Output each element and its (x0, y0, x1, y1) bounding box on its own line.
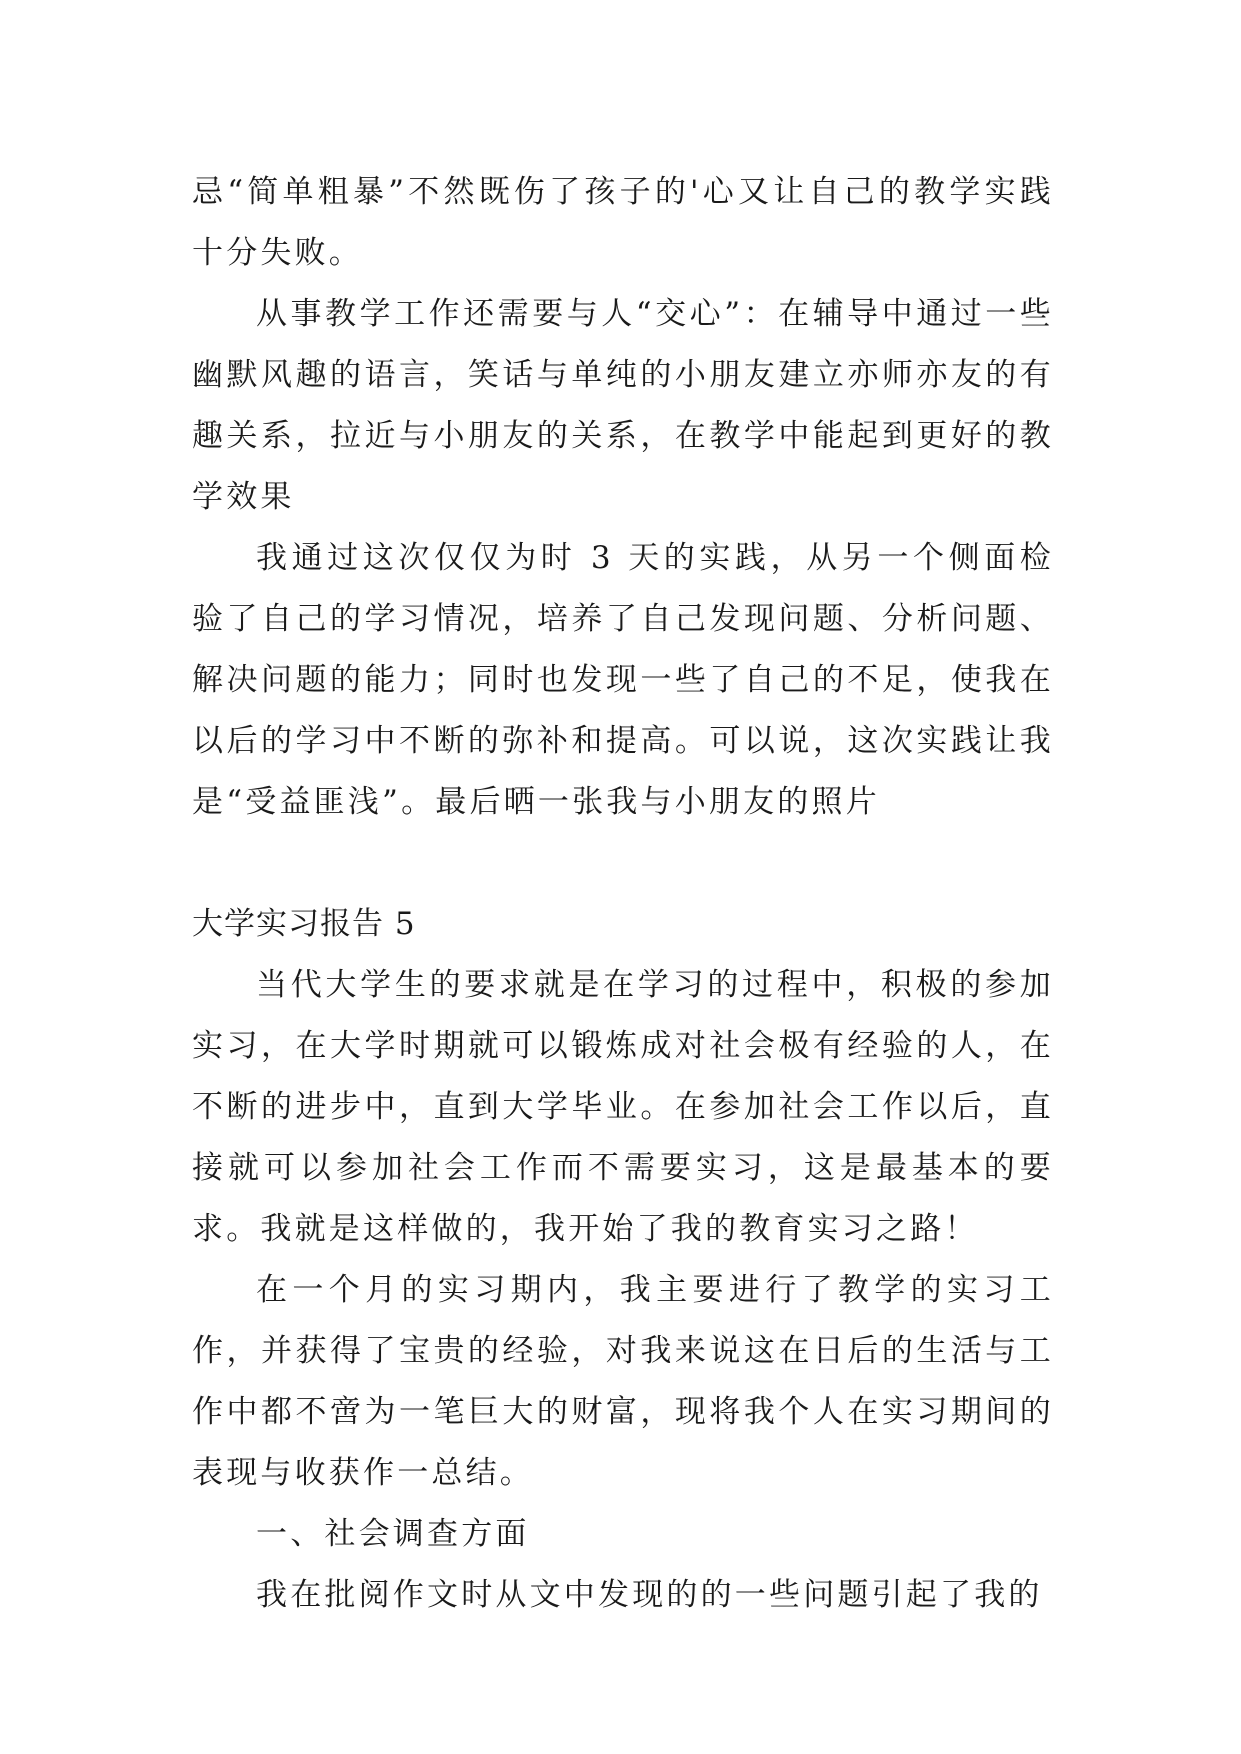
paragraph: 从事教学工作还需要与人“交心”：在辅导中通过一些幽默风趣的语言，笑话与单纯的小朋友建立亦师亦友的有趣关系，拉近与小朋友的关系，在教学中能起到更好的教学效果 (192, 296, 1054, 515)
subheading: 一、社会调查方面 (256, 1516, 530, 1552)
paragraph: 忌“简单粗暴”不然既伤了孩子的'心又让自己的教学实践十分失败。 (192, 174, 1054, 271)
paragraph: 当代大学生的要求就是在学习的过程中，积极的参加实习，在大学时期就可以锻炼成对社会极有经验的人，在不断的进步中，直到大学毕业。在参加社会工作以后，直接就可以参加社会工作而不需要实习，这是最基本的要求。我就是这样做的，我开始了我的教育实习之路！ (192, 967, 1054, 1247)
document-body (192, 162, 1054, 1626)
paragraph: 我通过这次仅仅为时 3 天的实践，从另一个侧面检验了自己的学习情况，培养了自己发现问题、分析问题、解决问题的能力；同时也发现一些了自己的不足，使我在以后的学习中不断的弥补和提高。可以说，这次实践让我是“受益匪浅”。最后晒一张我与小朋友的照片 (192, 540, 1054, 820)
paragraph: 在一个月的实习期内，我主要进行了教学的实习工作，并获得了宝贵的经验，对我来说这在日后的生活与工作中都不啻为一笔巨大的财富，现将我个人在实习期间的表现与收获作一总结。 (192, 1272, 1054, 1491)
paragraph: 我在批阅作文时从文中发现的的一些问题引起了我的 (256, 1577, 1043, 1613)
section-heading: 大学实习报告 5 (192, 906, 416, 942)
